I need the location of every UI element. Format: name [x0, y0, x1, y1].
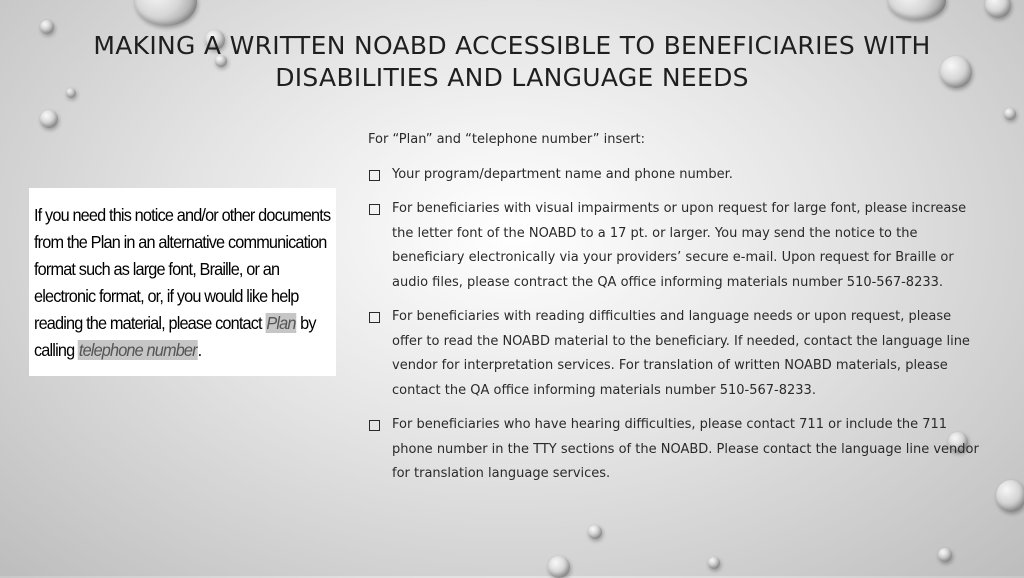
notice-text-middle: by calling — [34, 313, 316, 360]
water-droplet — [548, 556, 570, 578]
checkbox-bullet-icon — [369, 170, 380, 181]
notice-sample-box — [29, 188, 336, 376]
water-droplet — [135, 0, 197, 26]
list-item — [368, 413, 983, 487]
list-item-text: For beneficiaries with visual impairments or upon request for large font, please increase the letter font of the NOABD to a 17 pt. or larger. You may send the notice to the beneficiary electronically via your providers’ secure e-mail. Upon request for Braille or audio files, please contract the QA office informing materials number 510-567-8233. — [392, 201, 967, 290]
water-droplet — [40, 110, 58, 128]
water-droplet — [40, 20, 54, 34]
instructions-panel — [368, 128, 983, 497]
list-item-text: For beneficiaries who have hearing difficulties, please contact 711 or include the 711 phone number in the TTY sections of the NOABD. Please contact the language line vendor for translation language services. — [392, 417, 979, 481]
notice-sample-text — [34, 202, 336, 364]
water-droplet — [708, 557, 720, 569]
plan-placeholder: Plan — [266, 313, 296, 333]
water-droplet — [996, 480, 1024, 512]
notice-text-end: . — [197, 340, 202, 360]
slide-title: MAKING A WRITTEN NOABD ACCESSIBLE TO BENEFICIARIES WITH DISABILITIES AND LANGUAGE NEEDS — [93, 31, 931, 92]
water-droplet — [938, 548, 952, 562]
list-item-text: Your program/department name and phone number. — [392, 166, 733, 182]
checkbox-bullet-icon — [369, 312, 380, 323]
list-item-text: For beneficiaries with reading difficulties and language needs or upon request, please offer to read the NOABD material to the beneficiary. If needed, contact the language line vendor for interpretation services. For translation of written NOABD materials, please contact the QA office informing materials number 510-567-8233. — [392, 309, 970, 398]
instructions-list — [368, 163, 983, 487]
instructions-intro: For “Plan” and “telephone number” insert: — [368, 132, 646, 147]
checkbox-bullet-icon — [369, 420, 380, 431]
water-droplet — [985, 0, 1011, 18]
water-droplet — [888, 0, 946, 20]
water-droplet — [588, 525, 602, 539]
telephone-placeholder: telephone number — [78, 340, 197, 360]
water-droplet — [1004, 108, 1016, 120]
notice-text-before: If you need this notice and/or other documents from the Plan in an alternative communication format such as large font, Braille, or an electronic format, or, if you would like help reading the material, please contact — [34, 205, 331, 333]
list-item — [368, 163, 983, 188]
list-item — [368, 305, 983, 403]
checkbox-bullet-icon — [369, 204, 380, 215]
list-item — [368, 197, 983, 295]
